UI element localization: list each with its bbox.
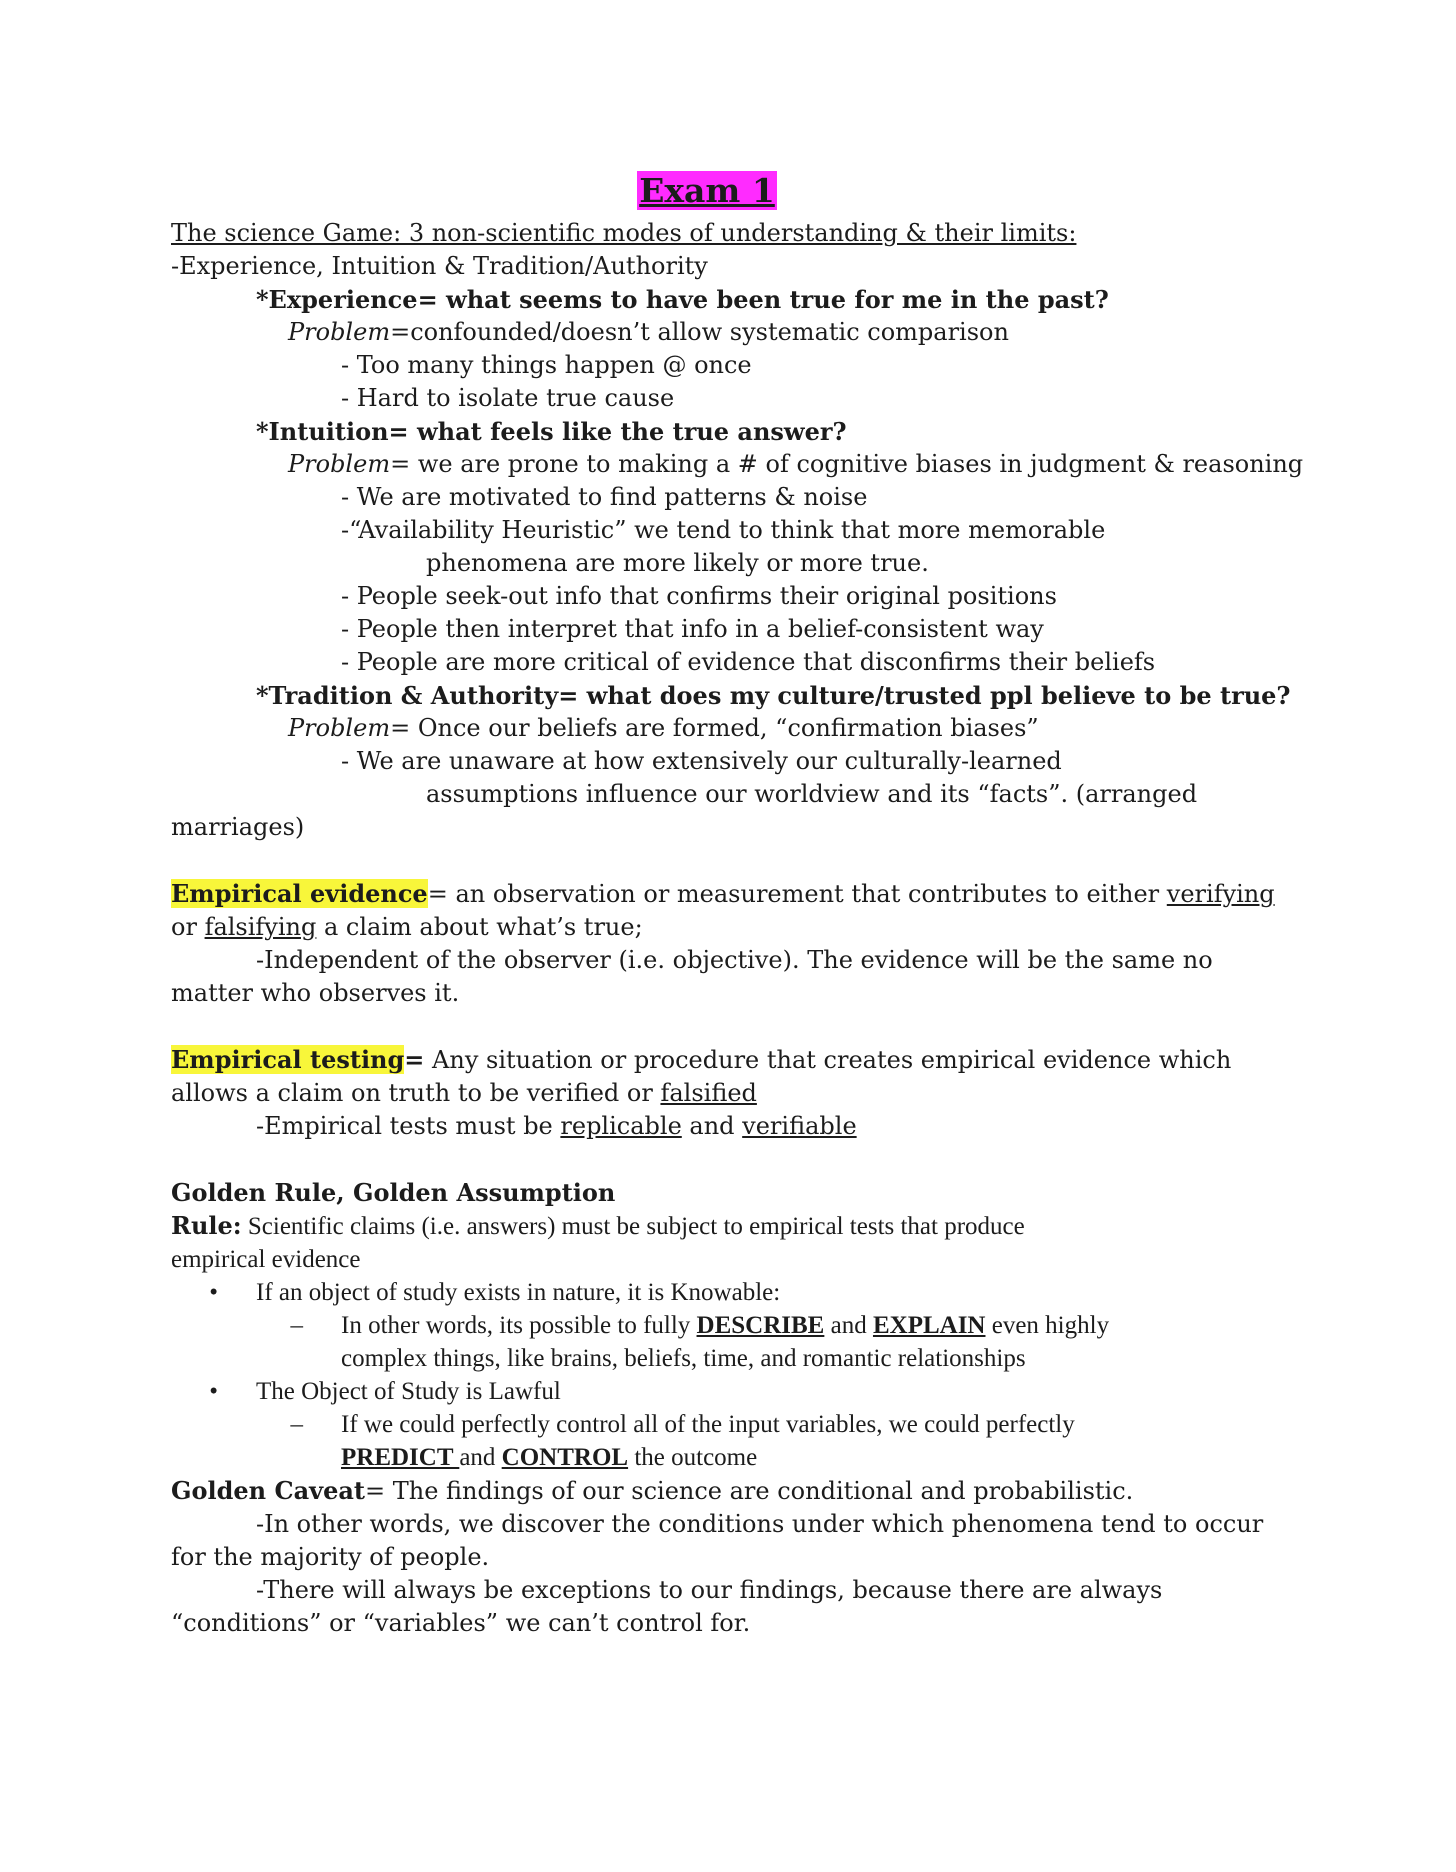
empirical-evidence-note: -Independent of the observer (i.e. objective). The evidence will be the same no: [256, 946, 1213, 974]
verifiable-word: verifiable: [742, 1112, 857, 1140]
empirical-testing-definition: [171, 1043, 1291, 1077]
text-fragment: If we could perfectly control all of the input variables, we could perfectly: [341, 1411, 1075, 1438]
definition-text: a claim about what’s true;: [316, 913, 643, 941]
note-text: -Empirical tests must be: [256, 1112, 561, 1140]
caveat-text: = The findings of our science are conditional and probabilistic.: [364, 1477, 1134, 1505]
bullet-text: The Object of Study is Lawful: [256, 1378, 561, 1405]
text-fragment: and: [459, 1444, 502, 1471]
title-row: [123, 168, 1291, 217]
empirical-testing-definition-cont: [171, 1077, 1291, 1110]
text-fragment: the outcome: [628, 1444, 758, 1471]
intuition-problem: [171, 448, 1304, 481]
page-title: Exam 1: [639, 171, 775, 210]
tradition-heading: *Tradition & Authority= what does my culture/trusted ppl believe to be true?: [256, 681, 1291, 710]
empirical-evidence-definition-cont: [171, 911, 1291, 944]
golden-rule-cont: empirical evidence: [171, 1246, 361, 1273]
rule-label: Rule:: [171, 1211, 242, 1240]
intuition-point: - We are motivated to find patterns & noise: [341, 483, 868, 511]
sub-bullet-item: [171, 1408, 1291, 1474]
empirical-testing-term: Empirical testing: [171, 1045, 405, 1074]
explain-word: EXPLAIN: [872, 1312, 986, 1339]
golden-caveat: [171, 1474, 1291, 1508]
falsified-word: falsified: [660, 1079, 757, 1107]
tradition-point: - We are unaware at how extensively our culturally-learned: [341, 747, 1062, 775]
caveat-label: Golden Caveat: [171, 1476, 365, 1505]
caveat-note: -In other words, we discover the conditions under which phenomena tend to occur: [256, 1510, 1264, 1538]
falsifying-word: falsifying: [204, 913, 317, 941]
empirical-evidence-note-cont: matter who observes it.: [171, 979, 460, 1007]
intuition-point: - People are more critical of evidence that disconfirms their beliefs: [341, 648, 1156, 676]
document-page: [171, 168, 1304, 1640]
experience-heading: *Experience= what seems to have been true for me in the past?: [256, 285, 1109, 314]
bullet-icon: •: [209, 1378, 218, 1405]
empirical-testing-note: [171, 1110, 1291, 1143]
bullet-item: [171, 1276, 1291, 1309]
note-text: and: [681, 1112, 743, 1140]
control-word: CONTROL: [501, 1444, 629, 1471]
rule-text: Scientific claims (i.e. answers) must be subject to empirical tests that produce: [241, 1213, 1025, 1240]
intuition-point: - People then interpret that info in a belief-consistent way: [341, 615, 1044, 643]
text-fragment: complex things, like brains, beliefs, time, and romantic relationships: [341, 1345, 1026, 1372]
definition-text: or: [171, 913, 205, 941]
intuition-point: - People seek-out info that confirms their original positions: [341, 582, 1057, 610]
problem-label: Problem: [288, 450, 391, 478]
golden-rule: [171, 1209, 1291, 1243]
caveat-note: -There will always be exceptions to our findings, because there are always: [256, 1576, 1163, 1604]
modes-line: -Experience, Intuition & Tradition/Authority: [171, 252, 708, 280]
tradition-problem: [171, 712, 1291, 745]
experience-problem: [171, 316, 1291, 349]
tradition-point-continued: marriages): [171, 813, 305, 841]
golden-heading: Golden Rule, Golden Assumption: [171, 1178, 616, 1207]
describe-word: DESCRIBE: [696, 1312, 825, 1339]
bullet-item: [171, 1375, 1291, 1408]
definition-text: Any situation or procedure that creates empirical evidence which: [424, 1046, 1232, 1074]
text-fragment: even highly: [985, 1312, 1110, 1339]
problem-label: Problem: [288, 318, 391, 346]
section-heading: The science Game: 3 non-scientific modes of understanding & their limits:: [171, 219, 1077, 247]
bullet-text: If an object of study exists in nature, it is Knowable:: [256, 1279, 781, 1306]
intuition-point: -“Availability Heuristic” we tend to think that more memorable: [341, 516, 1106, 544]
problem-label: Problem: [288, 714, 391, 742]
equals-sign: =: [404, 1045, 425, 1074]
caveat-note-cont: “conditions” or “variables” we can’t control for.: [171, 1609, 751, 1637]
empirical-evidence-definition: [171, 877, 1291, 911]
intuition-point-continued: phenomena are more likely or more true.: [426, 549, 929, 577]
dash-icon: –: [290, 1312, 303, 1339]
spacer: [171, 1143, 1291, 1176]
definition-text: allows a claim on truth to be verified or: [171, 1079, 661, 1107]
verifying-word: verifying: [1166, 880, 1275, 908]
intuition-heading: *Intuition= what feels like the true answer?: [256, 417, 847, 446]
definition-text: = an observation or measurement that contributes to either: [427, 880, 1167, 908]
text-fragment: In other words, its possible to fully: [341, 1312, 697, 1339]
text-fragment: and: [824, 1312, 873, 1339]
sub-bullet-text: [341, 1408, 1075, 1474]
experience-point: - Too many things happen @ once: [341, 351, 752, 379]
spacer: [171, 1010, 1291, 1043]
dash-icon: –: [290, 1411, 303, 1438]
caveat-note-cont: for the majority of people.: [171, 1543, 490, 1571]
sub-bullet-text: [341, 1309, 1109, 1375]
replicable-word: replicable: [560, 1112, 682, 1140]
tradition-point-continued: assumptions influence our worldview and its “facts”. (arranged: [426, 780, 1198, 808]
problem-text: = we are prone to making a # of cognitive biases in judgment & reasoning: [390, 450, 1304, 478]
spacer: [171, 844, 1291, 877]
empirical-evidence-term: Empirical evidence: [171, 879, 428, 908]
predict-word: PREDICT: [341, 1444, 460, 1471]
bullet-icon: •: [209, 1279, 218, 1306]
problem-text: = Once our beliefs are formed, “confirmation biases”: [390, 714, 1039, 742]
problem-text: =confounded/doesn’t allow systematic comparison: [390, 318, 1009, 346]
experience-point: - Hard to isolate true cause: [341, 384, 675, 412]
sub-bullet-item: [171, 1309, 1291, 1375]
